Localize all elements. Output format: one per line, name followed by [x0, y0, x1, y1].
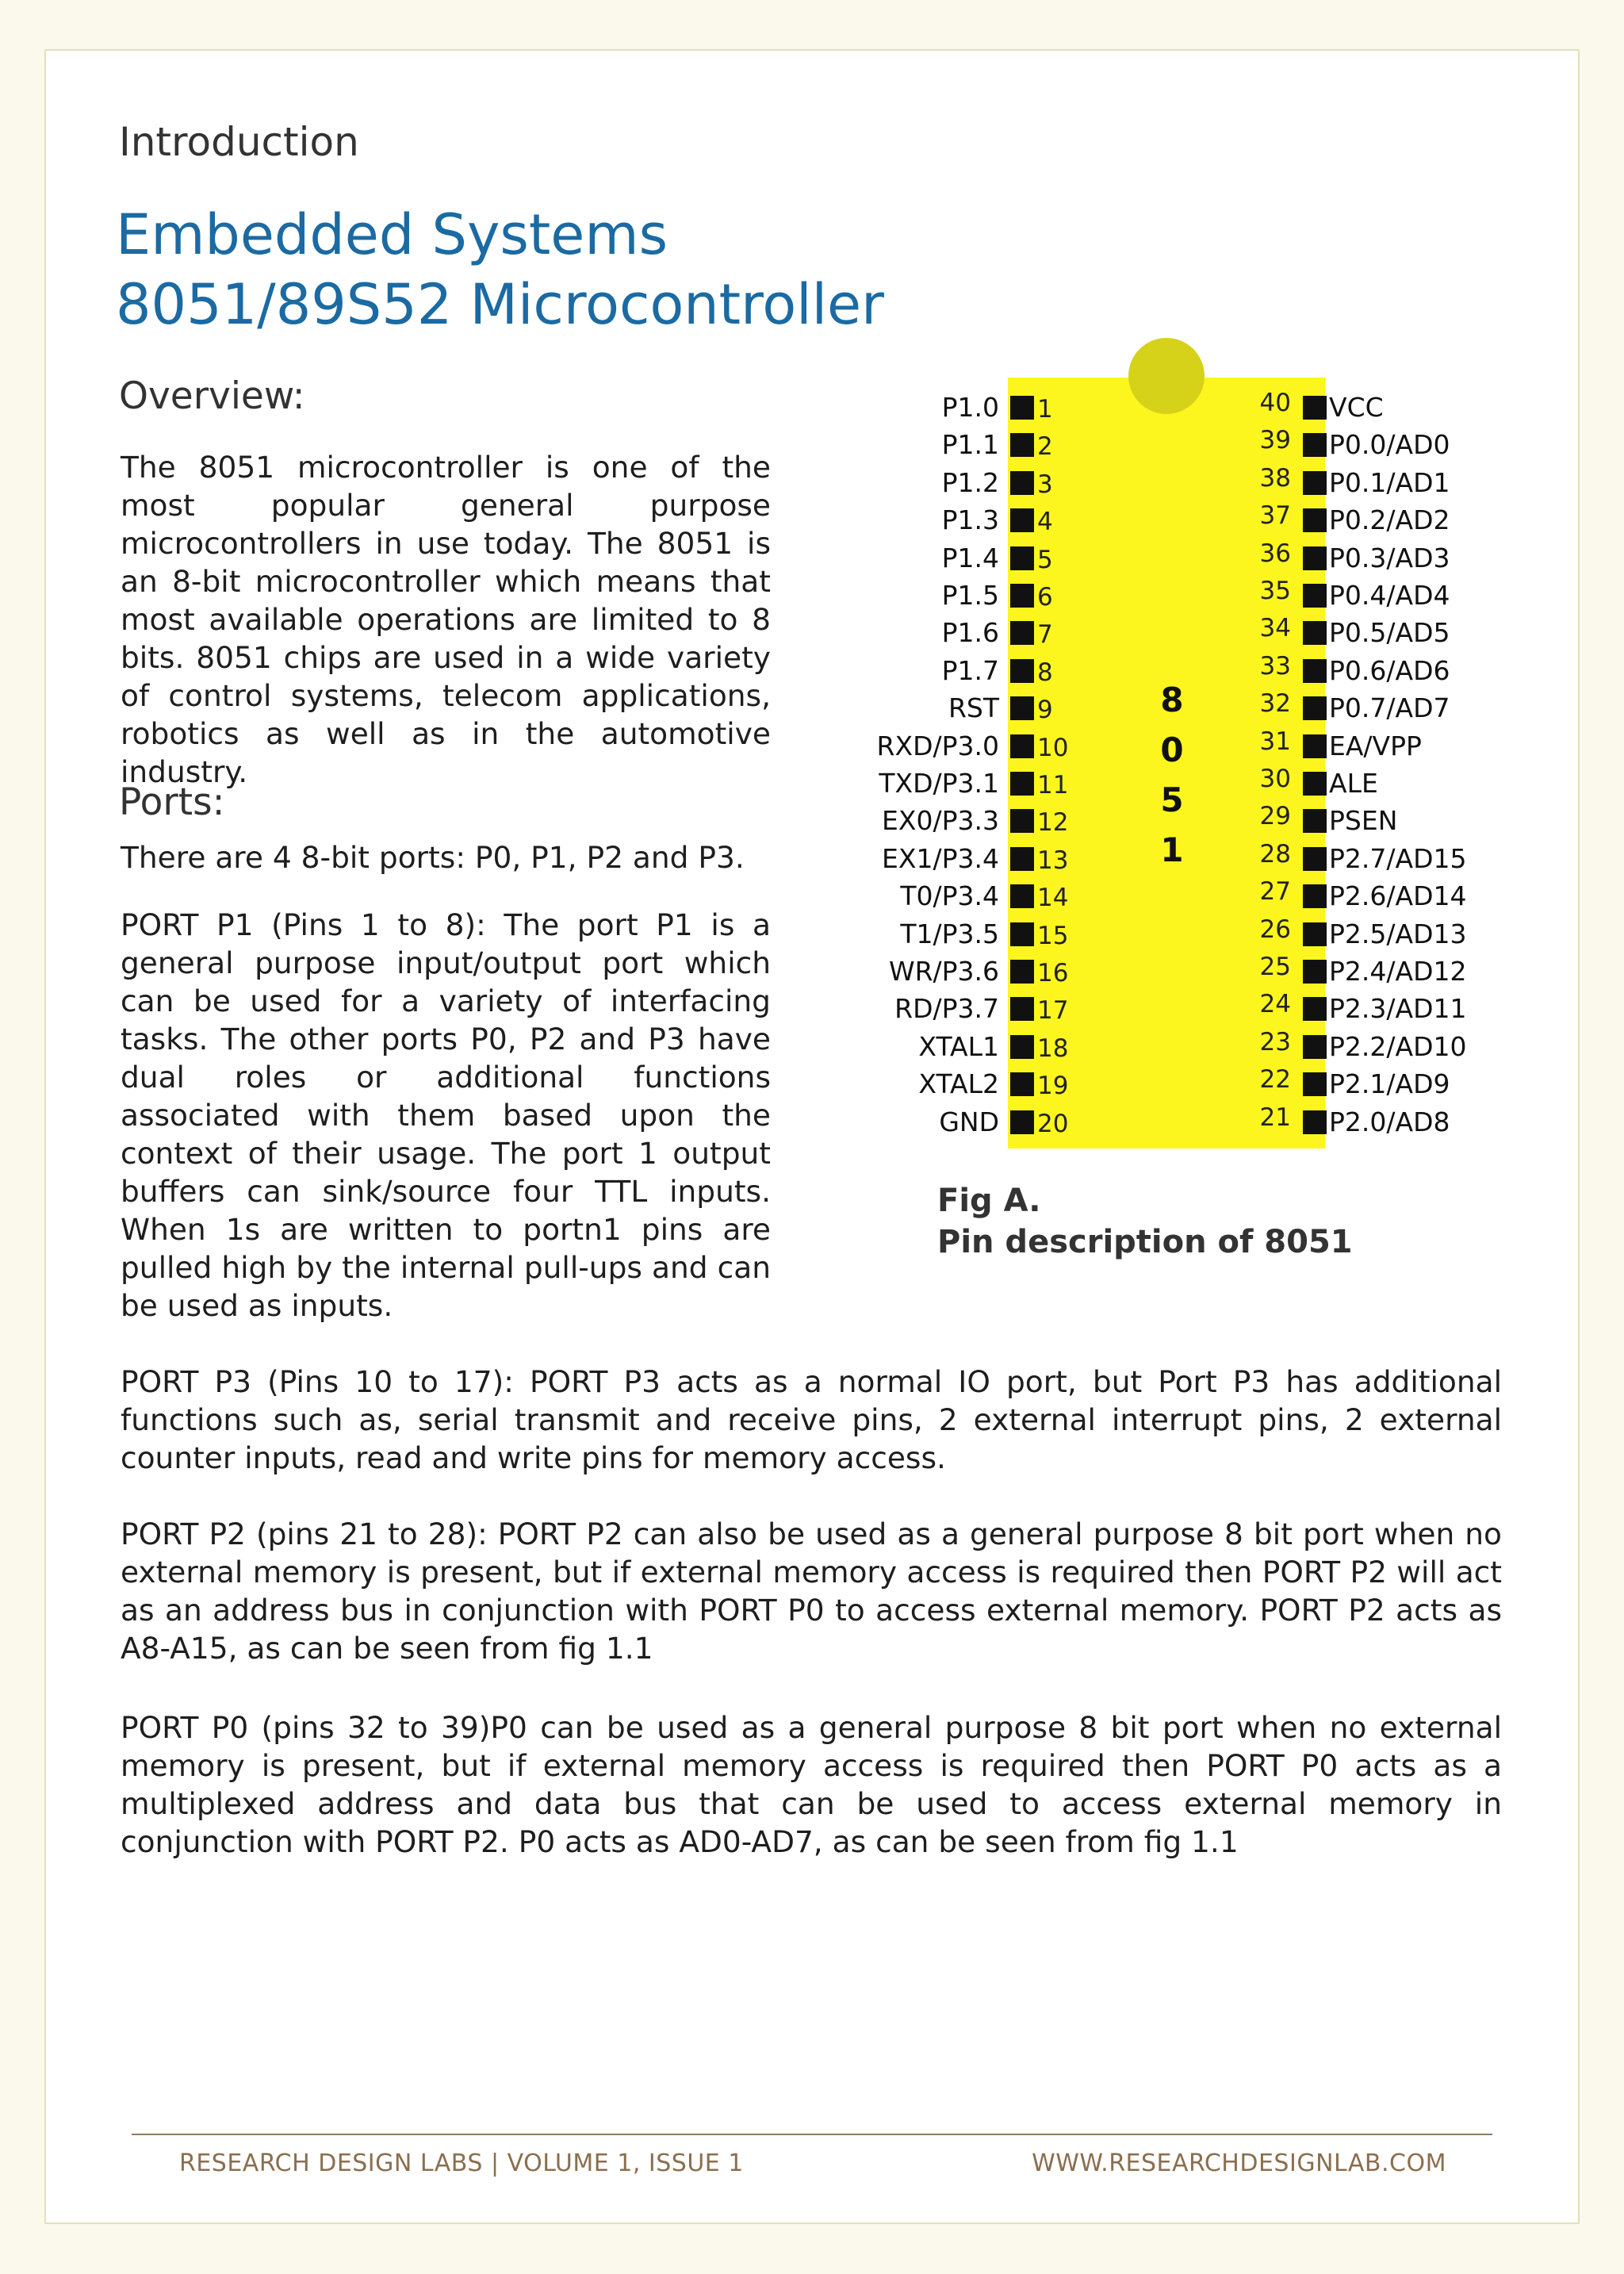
- pin-number: 8: [1037, 658, 1053, 687]
- port-p2-paragraph: PORT P2 (pins 21 to 28): PORT P2 can also be used as a general purpose 8 bit port when no external memory is present, but if external memory access is required then PORT P2 will act as an address bus in conjunction with PORT P0 to access external memory. PORT P2 acts as A8-A15, as can be seen from fig 1.1: [121, 1517, 1502, 1666]
- pin-number: 34: [1259, 614, 1291, 643]
- pin-marker: [1010, 1035, 1034, 1059]
- pin-marker: [1303, 997, 1327, 1021]
- chip-notch: [1128, 338, 1205, 414]
- ports-heading: Ports:: [119, 780, 225, 824]
- pin-number: 7: [1037, 620, 1053, 650]
- pin-label: WR/P3.6: [888, 956, 999, 987]
- pin-label: P0.5/AD5: [1329, 617, 1450, 649]
- pin-marker: [1303, 471, 1327, 495]
- pin-number: 39: [1259, 426, 1291, 455]
- pin-label: P2.6/AD14: [1329, 880, 1467, 912]
- pin-number: 18: [1037, 1033, 1069, 1063]
- pin-marker: [1010, 997, 1034, 1021]
- pin-number: 15: [1037, 921, 1069, 950]
- pin-number: 33: [1259, 651, 1291, 681]
- overview-paragraph: The 8051 microcontroller is one of the most popular general purpose microcontrollers in use today. The 8051 is an 8-bit microcontroller which means that most available operations are limited to 8 bits. 8051 chips are used in a wide variety of control systems, telecom applications, robotics as well as in the automotive industry.: [121, 450, 771, 789]
- pin-number: 26: [1259, 915, 1291, 944]
- pin-number: 4: [1037, 508, 1053, 537]
- pin-marker: [1303, 847, 1327, 871]
- pin-marker: [1010, 847, 1034, 871]
- pin-number: 1: [1037, 395, 1053, 424]
- pin-label: P0.6/AD6: [1329, 654, 1450, 686]
- pin-number: 29: [1259, 802, 1291, 831]
- pin-marker: [1010, 696, 1034, 720]
- pin-number: 2: [1037, 432, 1053, 462]
- pin-label: P0.0/AD0: [1329, 429, 1450, 461]
- title-line-2: 8051/89S52 Microcontroller: [116, 272, 884, 337]
- pin-marker: [1010, 584, 1034, 608]
- pin-label: P0.7/AD7: [1329, 692, 1450, 724]
- pin-number: 27: [1259, 877, 1291, 907]
- pin-number: 17: [1037, 996, 1069, 1026]
- chip-letter: 5: [1160, 780, 1184, 819]
- figure-caption: [937, 1180, 1353, 1263]
- pin-marker: [1010, 396, 1034, 420]
- pin-label: P0.2/AD2: [1329, 504, 1450, 536]
- pin-label: PSEN: [1329, 805, 1398, 837]
- pin-marker: [1303, 433, 1327, 457]
- figure-caption-line-1: Fig A.: [937, 1183, 1041, 1219]
- pin-marker: [1303, 960, 1327, 984]
- pin-label: P1.1: [941, 429, 999, 461]
- pin-number: 40: [1259, 389, 1291, 417]
- pin-marker: [1303, 772, 1327, 796]
- pin-marker: [1303, 396, 1327, 420]
- pin-marker: [1303, 546, 1327, 570]
- chip-letter: 1: [1160, 830, 1184, 869]
- pin-marker: [1010, 1110, 1034, 1134]
- pin-label: P1.2: [941, 466, 999, 498]
- pin-number: 19: [1037, 1072, 1069, 1101]
- pin-number: 38: [1259, 463, 1291, 493]
- chip-letter: 0: [1160, 731, 1184, 769]
- pin-label: P0.1/AD1: [1329, 466, 1450, 498]
- pin-marker: [1303, 508, 1327, 532]
- pin-label: XTAL2: [918, 1068, 999, 1100]
- pin-marker: [1010, 922, 1034, 946]
- pin-label: P2.3/AD11: [1329, 993, 1467, 1025]
- pin-number: 37: [1259, 501, 1291, 531]
- pin-number: 32: [1259, 689, 1291, 719]
- page-title: [116, 200, 884, 339]
- port-p3-paragraph: PORT P3 (Pins 10 to 17): PORT P3 acts as a normal IO port, but Port P3 has additional functions such as, serial transmit and receive pins, 2 external interrupt pins, 2 external counter inputs, read and write pins for memory access.: [121, 1364, 1502, 1475]
- pin-number: 13: [1037, 846, 1069, 875]
- pin-marker: [1010, 546, 1034, 570]
- pin-marker: [1303, 1035, 1327, 1059]
- pin-label: P1.3: [941, 504, 999, 536]
- pin-label: RST: [948, 692, 999, 724]
- pin-marker: [1010, 621, 1034, 645]
- pin-number: 12: [1037, 808, 1069, 838]
- pin-label: P2.1/AD9: [1329, 1068, 1450, 1100]
- pin-label: P1.6: [941, 617, 999, 649]
- pin-marker: [1303, 659, 1327, 683]
- pin-number: 31: [1259, 727, 1291, 756]
- pin-number: 14: [1037, 884, 1069, 913]
- pin-label: P1.0: [941, 392, 999, 423]
- ports-intro: There are 4 8-bit ports: P0, P1, P2 and P3.: [121, 840, 745, 875]
- pin-number: 21: [1259, 1102, 1291, 1132]
- pin-marker: [1303, 922, 1327, 946]
- pin-label: P2.7/AD15: [1329, 842, 1467, 874]
- pin-marker: [1303, 584, 1327, 608]
- pin-number: 3: [1037, 470, 1053, 499]
- overview-heading: Overview:: [119, 374, 305, 418]
- pin-label: P1.7: [941, 654, 999, 686]
- pin-number: 11: [1037, 771, 1069, 800]
- pin-number: 25: [1259, 953, 1291, 981]
- pin-number: 24: [1259, 990, 1291, 1019]
- pin-marker: [1010, 1072, 1034, 1096]
- pin-number: 23: [1259, 1027, 1291, 1056]
- pin-label: ALE: [1329, 768, 1378, 799]
- pin-label: EX1/P3.4: [882, 842, 999, 874]
- pin-marker: [1303, 884, 1327, 908]
- pin-label: RXD/P3.0: [876, 730, 999, 761]
- port-p1-paragraph: PORT P1 (Pins 1 to 8): The port P1 is a general purpose input/output port which can be used for a variety of interfacing tasks. The other ports P0, P2 and P3 have dual roles or additional functions associated with them based upon the context of their usage. The port 1 output buffers can sink/source four TTL inputs. When 1s are written to portn1 pins are pulled high by the internal pull-ups and can be used as inputs.: [121, 907, 771, 1323]
- section-label: Introduction: [119, 119, 359, 165]
- pin-number: 35: [1259, 577, 1291, 605]
- pin-label: P2.2/AD10: [1329, 1030, 1467, 1062]
- pin-label: RD/P3.7: [894, 993, 999, 1025]
- pin-number: 10: [1037, 733, 1069, 762]
- pin-label: VCC: [1329, 392, 1384, 423]
- pin-marker: [1010, 433, 1034, 457]
- pin-number: 6: [1037, 583, 1053, 612]
- pin-label: GND: [939, 1106, 999, 1137]
- pin-label: P1.4: [941, 542, 999, 573]
- chip-letter: 8: [1160, 681, 1184, 719]
- pin-marker: [1010, 471, 1034, 495]
- pin-marker: [1303, 1072, 1327, 1096]
- pin-marker: [1303, 734, 1327, 758]
- pin-marker: [1010, 884, 1034, 908]
- pin-number: 28: [1259, 839, 1291, 869]
- pin-number: 5: [1037, 545, 1053, 574]
- title-line-1: Embedded Systems: [116, 202, 668, 267]
- pin-label: EX0/P3.3: [882, 805, 999, 837]
- pin-number: 9: [1037, 696, 1053, 725]
- pin-label: T0/P3.4: [900, 880, 999, 912]
- pin-label: EA/VPP: [1329, 730, 1422, 761]
- pin-number: 30: [1259, 765, 1291, 793]
- pin-label: P2.0/AD8: [1329, 1106, 1450, 1137]
- pin-marker: [1010, 734, 1034, 758]
- pin-label: P1.5: [941, 580, 999, 611]
- pin-marker: [1010, 772, 1034, 796]
- pin-label: P2.5/AD13: [1329, 918, 1467, 949]
- pin-marker: [1010, 960, 1034, 984]
- pin-label: TXD/P3.1: [879, 768, 999, 799]
- pin-label: P0.4/AD4: [1329, 580, 1450, 611]
- footer-publication: RESEARCH DESIGN LABS | VOLUME 1, ISSUE 1: [179, 2149, 744, 2177]
- pin-label: P2.4/AD12: [1329, 956, 1467, 987]
- pin-label: T1/P3.5: [900, 918, 999, 949]
- pin-marker: [1010, 659, 1034, 683]
- footer-website[interactable]: WWW.RESEARCHDESIGNLAB.COM: [1032, 2149, 1446, 2177]
- pin-number: 16: [1037, 959, 1069, 987]
- pin-number: 22: [1259, 1065, 1291, 1095]
- pin-label: XTAL1: [918, 1030, 999, 1062]
- pin-marker: [1303, 1110, 1327, 1134]
- pin-number: 36: [1259, 539, 1291, 568]
- figure-caption-line-2: Pin description of 8051: [937, 1224, 1353, 1260]
- pin-marker: [1010, 508, 1034, 532]
- pin-marker: [1303, 696, 1327, 720]
- pin-marker: [1303, 809, 1327, 833]
- port-p0-paragraph: PORT P0 (pins 32 to 39)P0 can be used as a general purpose 8 bit port when no external memory is present, but if external memory access is required then PORT P0 acts as a multiplexed address and data bus that can be used to access external memory in conjunction with PORT P2. P0 acts as AD0-AD7, as can be seen from fig 1.1: [121, 1710, 1502, 1859]
- pin-marker: [1010, 809, 1034, 833]
- pin-label: P0.3/AD3: [1329, 542, 1450, 573]
- pin-number: 20: [1037, 1109, 1069, 1138]
- pin-marker: [1303, 621, 1327, 645]
- footer-divider: [132, 2134, 1492, 2135]
